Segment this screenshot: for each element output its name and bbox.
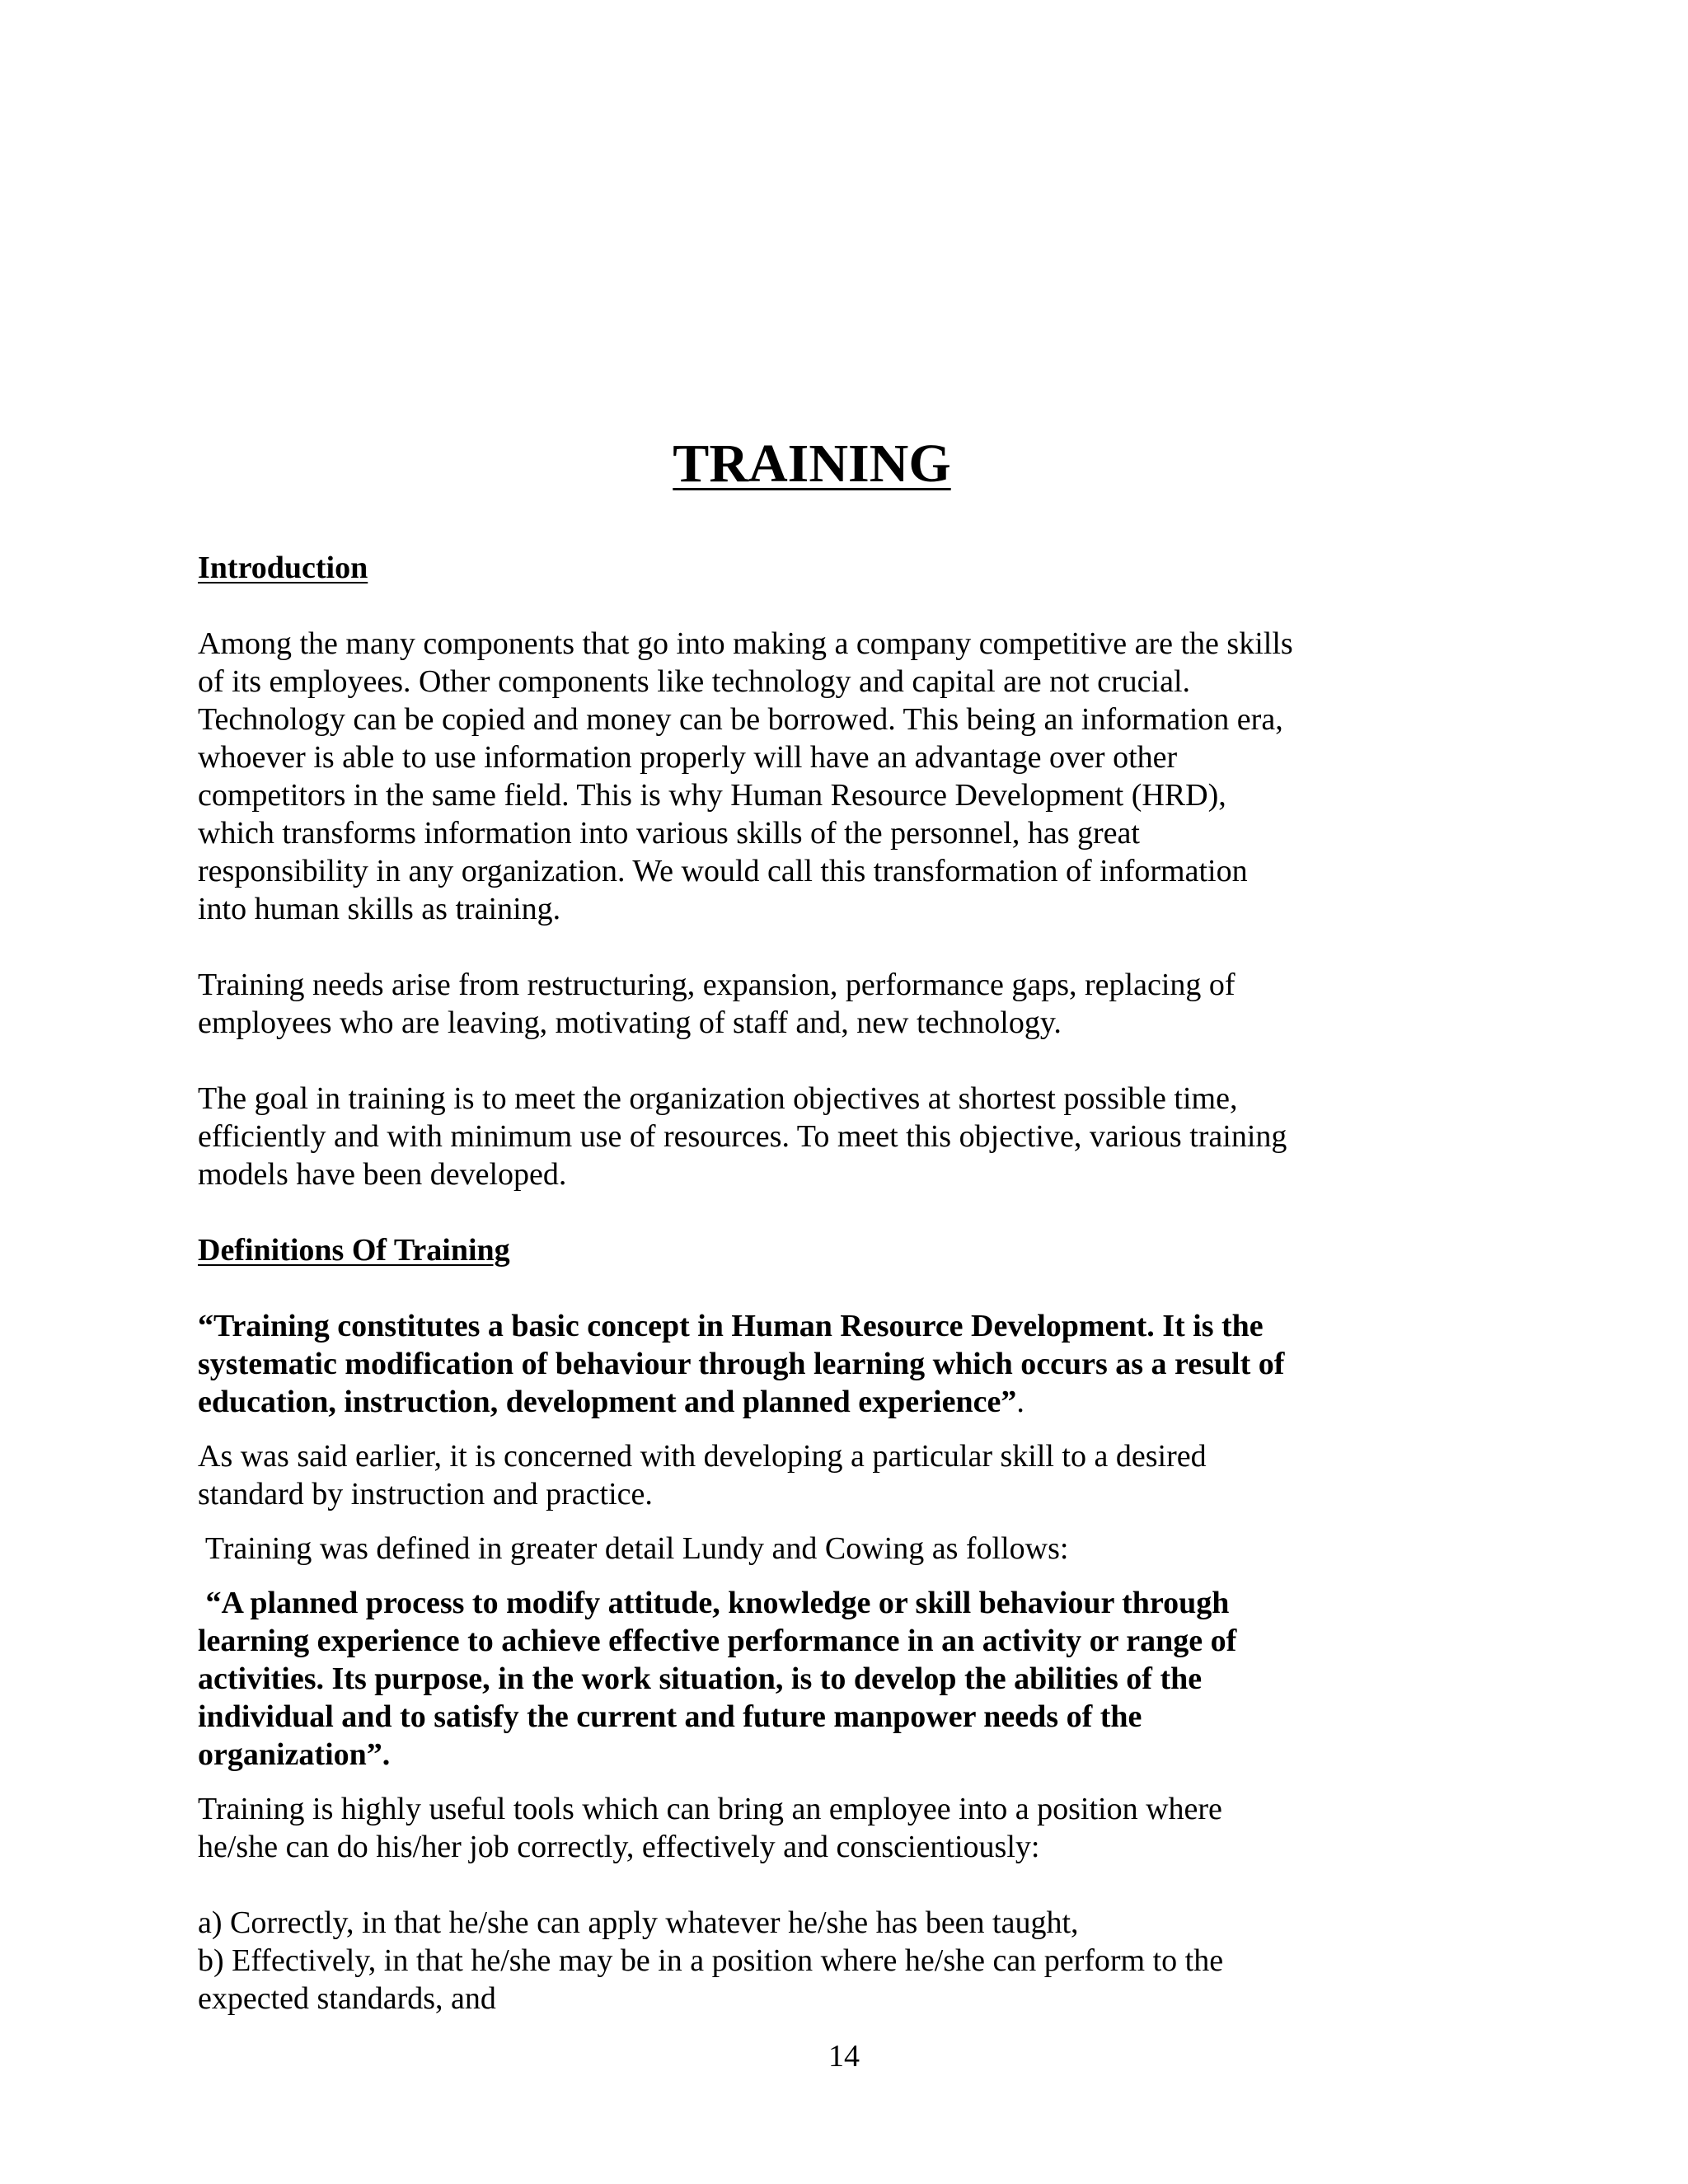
definition-quote-1 xyxy=(198,1307,1500,1421)
list-item: expected standards, and xyxy=(198,1981,496,2016)
text-line: competitors in the same field. This is why Human Resource Development (HRD), xyxy=(198,778,1226,813)
list-item: b) Effectively, in that he/she may be in a position where he/she can perform to the xyxy=(198,1943,1224,1978)
quote-line: education, instruction, development and planned experience” xyxy=(198,1385,1017,1419)
quote-line: activities. Its purpose, in the work situation, is to develop the abilities of the xyxy=(198,1661,1203,1696)
quote-line: learning experience to achieve effective performance in an activity or range of xyxy=(198,1624,1237,1658)
text-line: whoever is able to use information properly will have an advantage over other xyxy=(198,740,1178,775)
paragraph-intro-3 xyxy=(198,1080,1500,1193)
quote-line: systematic modification of behaviour through learning which occurs as a result of xyxy=(198,1347,1285,1381)
text-line: Training needs arise from restructuring, expansion, performance gaps, replacing of xyxy=(198,968,1236,1002)
text-line: standard by instruction and practice. xyxy=(198,1477,653,1511)
quote-line: organization”. xyxy=(198,1737,391,1772)
text-line: models have been developed. xyxy=(198,1157,567,1192)
page-number: 14 xyxy=(828,2039,860,2074)
list-item: a) Correctly, in that he/she can apply whatever he/she has been taught, xyxy=(198,1905,1079,1940)
text-line: into human skills as training. xyxy=(198,892,561,926)
definition-quote-2 xyxy=(198,1584,1500,1774)
text-line: Training was defined in greater detail Lundy and Cowing as follows: xyxy=(198,1531,1069,1566)
text-line: Training is highly useful tools which can bring an employee into a position where xyxy=(198,1792,1222,1826)
text-line: which transforms information into various skills of the personnel, has great xyxy=(198,816,1140,851)
quote-line: “Training constitutes a basic concept in Human Resource Development. It is the xyxy=(198,1309,1264,1343)
list-training-benefits xyxy=(198,1904,1500,2018)
document-body xyxy=(198,549,1500,2018)
text-line: Among the many components that go into making a company competitive are the skills xyxy=(198,626,1293,661)
text-line: efficiently and with minimum use of resources. To meet this objective, various training xyxy=(198,1119,1287,1154)
text-line: of its employees. Other components like technology and capital are not crucial. xyxy=(198,664,1190,699)
text-line: responsibility in any organization. We would call this transformation of information xyxy=(198,854,1248,888)
text-line: he/she can do his/her job correctly, effectively and conscientiously: xyxy=(198,1830,1040,1864)
paragraph-definitions-1 xyxy=(198,1437,1500,1513)
quote-terminal-period: . xyxy=(1016,1385,1025,1419)
page-title: TRAINING xyxy=(673,434,951,494)
quote-line: individual and to satisfy the current and future manpower needs of the xyxy=(198,1699,1142,1734)
paragraph-definitions-2 xyxy=(198,1530,1500,1568)
section-heading-introduction: Introduction xyxy=(198,551,368,585)
text-line: As was said earlier, it is concerned with developing a particular skill to a desired xyxy=(198,1439,1207,1474)
paragraph-definitions-3 xyxy=(198,1790,1500,1866)
quote-line: “A planned process to modify attitude, knowledge or skill behaviour through xyxy=(198,1586,1230,1620)
section-heading-definitions: Definitions Of Training xyxy=(198,1233,510,1268)
text-line: The goal in training is to meet the organization objectives at shortest possible time, xyxy=(198,1081,1238,1116)
paragraph-intro-1 xyxy=(198,625,1500,928)
text-line: employees who are leaving, motivating of staff and, new technology. xyxy=(198,1005,1062,1040)
text-line: Technology can be copied and money can be borrowed. This being an information era, xyxy=(198,702,1283,737)
paragraph-intro-2 xyxy=(198,966,1500,1042)
